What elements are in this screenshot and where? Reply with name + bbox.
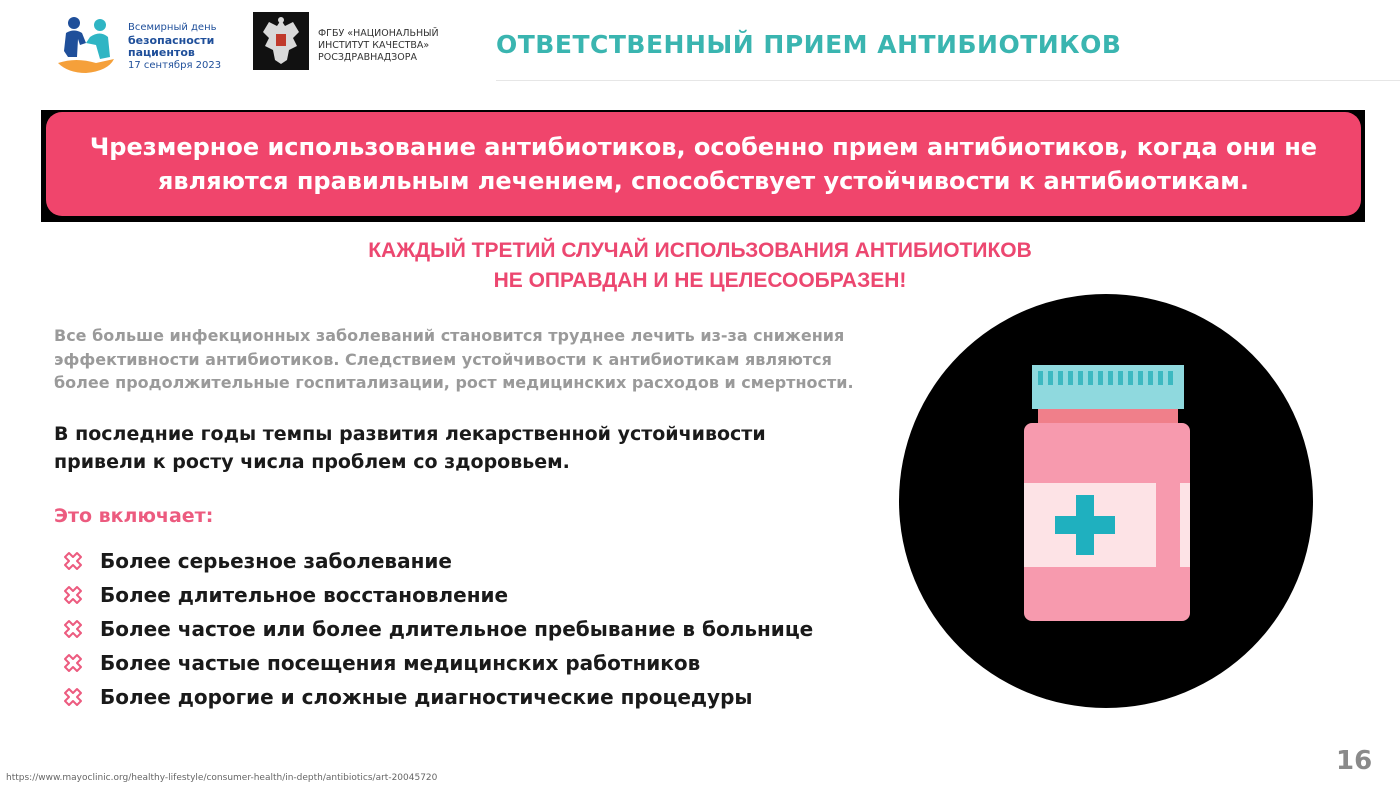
page-number: 16 [1336,746,1373,776]
org-line: РОСЗДРАВНАДЗОРА [318,52,417,63]
banner-text: Чрезмерное использование антибиотиков, особенно прием антибиотиков, когда они не являются правильным лечением, способствует устойчивости к антибиотикам. [89,133,1318,195]
x-cross-icon [60,650,86,676]
org-line: ИНСТИТУТ КАЧЕСТВА» [318,40,430,51]
double-eagle-emblem-icon [253,12,309,70]
list-item-text: Более дорогие и сложные диагностические процедуры [100,685,753,709]
list-item [60,680,813,714]
includes-label: Это включает: [54,505,214,527]
highlight-heading-line: НЕ ОПРАВДАН И НЕ ЦЕЛЕСООБРАЗЕН! [493,269,907,292]
resistance-paragraph: В последние годы темпы развития лекарственной устойчивости привели к росту числа проблем со здоровьем. [54,423,766,473]
event-logo-date: 17 сентября 2023 [128,59,222,71]
x-cross-icon [60,582,86,608]
key-message-banner [46,112,1361,216]
list-item [60,578,813,612]
list-item [60,612,813,646]
event-logo-line: пациентов [128,46,195,59]
pill-bottle-icon [898,293,1314,709]
list-item [60,646,813,680]
list-item [60,544,813,578]
org-line: ФГБУ «НАЦИОНАЛЬНЫЙ [318,28,439,39]
source-link[interactable]: https://www.mayoclinic.org/healthy-lifestyle/consumer-health/in-depth/antibiotics/art-20045720 [6,773,438,783]
page-title: ОТВЕТСТВЕННЫЙ ПРИЕМ АНТИБИОТИКОВ [496,30,1122,59]
event-logo-line: Всемирный день [128,22,217,33]
list-item-text: Более частое или более длительное пребывание в больнице [100,617,814,641]
list-item-text: Более серьезное заболевание [100,549,452,573]
consequences-list [60,544,813,714]
x-cross-icon [60,684,86,710]
organization-name [318,28,439,64]
list-item-text: Более частые посещения медицинских работников [100,651,701,675]
event-logo-text [128,22,221,72]
x-cross-icon [60,548,86,574]
event-logo-line: безопасности [128,33,215,47]
highlight-heading [200,236,1200,296]
highlight-heading-line: КАЖДЫЙ ТРЕТИЙ СЛУЧАЙ ИСПОЛЬЗОВАНИЯ АНТИБИОТИКОВ [368,239,1032,262]
intro-paragraph: Все больше инфекционных заболеваний становится труднее лечить из-за снижения эффективности антибиотиков. Следствием устойчивости к антибиотикам являются более продолжительные госпитализации, рост медицинских расходов и смертности. [54,326,854,392]
list-item-text: Более длительное восстановление [100,583,509,607]
x-cross-icon [60,616,86,642]
header-divider [496,80,1400,81]
